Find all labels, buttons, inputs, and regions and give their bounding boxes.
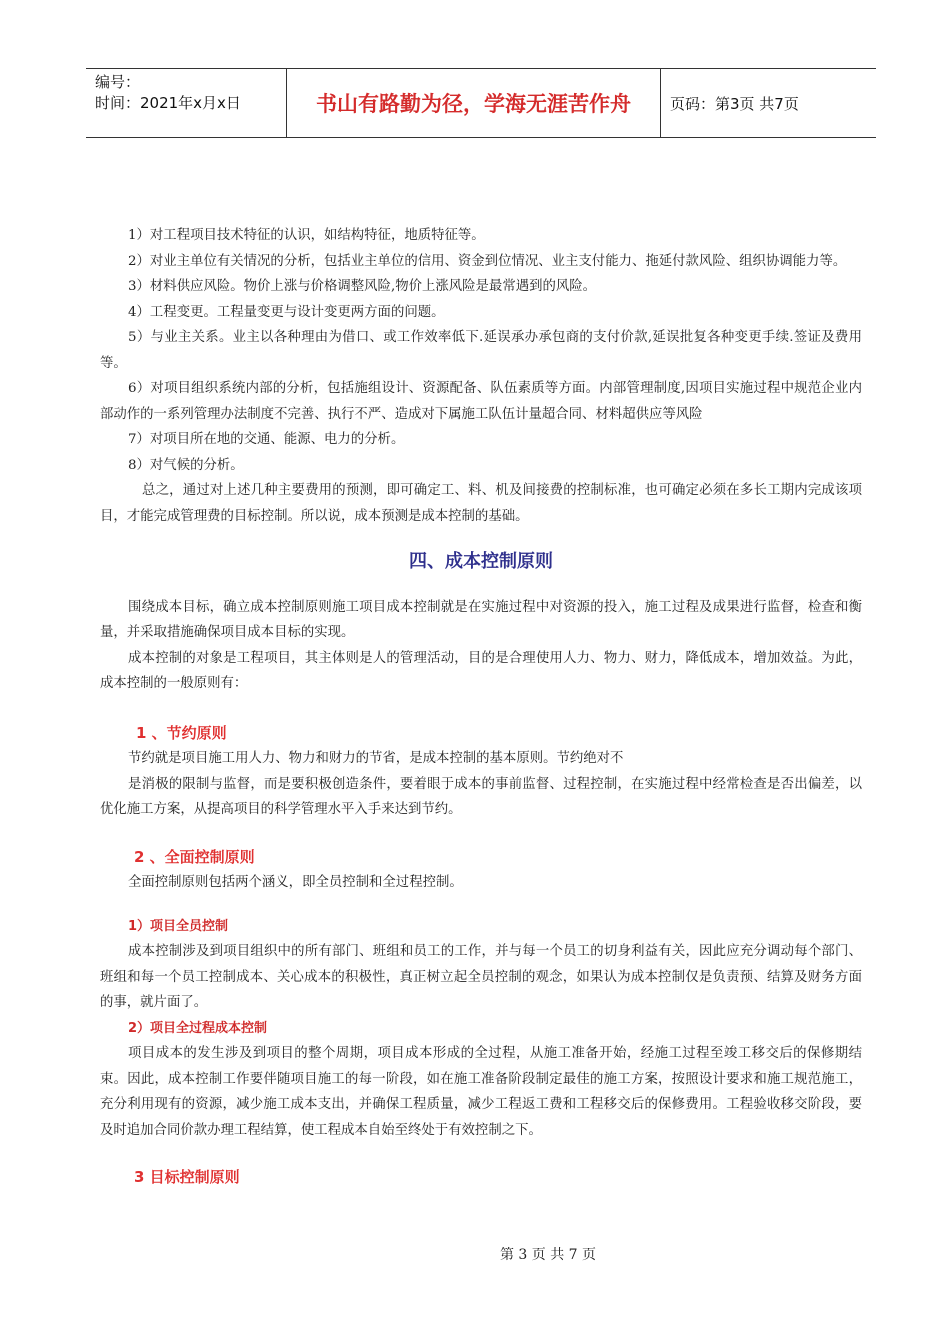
header-page-code: 页码：第3页 共7页 bbox=[670, 94, 799, 113]
section-paragraph: 成本控制的对象是工程项目，其主体则是人的管理活动，目的是合理使用人力、物力、财力，降低成本，增加效益。为此，成本控制的一般原则有： bbox=[100, 650, 862, 691]
header-meta bbox=[86, 69, 287, 137]
section-paragraph: 围绕成本目标，确立成本控制原则施工项目成本控制就是在实施过程中对资源的投入，施工过程及成果进行监督，检查和衡量，并采取措施确保项目成本目标的实现。 bbox=[100, 599, 862, 640]
principle-heading: 2 、全面控制原则 bbox=[134, 847, 255, 866]
page-header bbox=[86, 68, 876, 138]
principle-paragraph: 节约就是项目施工用人力、物力和财力的节省，是成本控制的基本原则。节约绝对不 bbox=[128, 751, 624, 766]
document-body bbox=[100, 223, 862, 1191]
list-item: 3）材料供应风险。物价上涨与价格调整风险,物价上涨风险是最常遇到的风险。 bbox=[128, 279, 597, 294]
sub-paragraph: 成本控制涉及到项目组织中的所有部门、班组和员工的工作，并与每一个员工的切身利益有关，因此应充分调动每个部门、班组和每一个员工控制成本、关心成本的积极性，真正树立起全员控制的观念，如果认为成本控制仅是负责预、结算及财务方面的事，就片面了。 bbox=[100, 944, 862, 1010]
principle-heading: 3 目标控制原则 bbox=[134, 1168, 240, 1186]
list-item: 1）对工程项目技术特征的认识，如结构特征，地质特征等。 bbox=[128, 228, 485, 243]
section-heading: 四、成本控制原则 bbox=[409, 551, 553, 572]
principle-paragraph: 全面控制原则包括两个涵义，即全员控制和全过程控制。 bbox=[128, 875, 463, 890]
page-footer: 第 3 页 共 7 页 bbox=[499, 1247, 597, 1263]
principle-paragraph: 是消极的限制与监督，而是要积极创造条件，要着眼于成本的事前监督、过程控制，在实施过程中经常检查是否出偏差，以优化施工方案，从提高项目的科学管理水平入手来达到节约。 bbox=[100, 776, 862, 817]
subheading: 1）项目全员控制 bbox=[128, 918, 229, 934]
header-time-label: 时间：2021年x月x日 bbox=[95, 94, 241, 112]
principle-heading: 1 、节约原则 bbox=[136, 723, 227, 742]
list-item: 5）与业主关系。业主以各种理由为借口、或工作效率低下.延误承办承包商的支付价款,延误批复各种变更手续.签证及费用等。 bbox=[100, 330, 862, 371]
sub-paragraph: 项目成本的发生涉及到项目的整个周期，项目成本形成的全过程，从施工准备开始，经施工过程至竣工移交后的保修期结束。因此，成本控制工作要伴随项目施工的每一阶段，如在施工准备阶段制定最佳的施工方案，按照设计要求和施工规范施工，充分利用现有的资源，减少施工成本支出，并确保工程质量，减少工程返工费和工程移交后的保修费用。工程验收移交阶段，要及时追加合同价款办理工程结算，使工程成本自始至终处于有效控制之下。 bbox=[100, 1046, 862, 1138]
list-item: 4）工程变更。工程量变更与设计变更两方面的问题。 bbox=[128, 304, 445, 320]
summary-paragraph: 总之，通过对上述几种主要费用的预测，即可确定工、料、机及间接费的控制标准，也可确定必须在多长工期内完成该项目，才能完成管理费的目标控制。所以说，成本预测是成本控制的基础。 bbox=[100, 483, 862, 524]
list-item: 7）对项目所在地的交通、能源、电力的分析。 bbox=[128, 432, 405, 447]
list-item: 2）对业主单位有关情况的分析，包括业主单位的信用、资金到位情况、业主支付能力、拖延付款风险、组织协调能力等。 bbox=[128, 253, 847, 269]
header-motto: 书山有路勤为径，学海无涯苦作舟 bbox=[287, 69, 661, 137]
list-item: 8）对气候的分析。 bbox=[128, 457, 244, 473]
subheading: 2）项目全过程成本控制 bbox=[128, 1020, 268, 1036]
header-number-label: 编号： bbox=[95, 73, 141, 91]
list-item: 6）对项目组织系统内部的分析，包括施组设计、资源配备、队伍素质等方面。内部管理制度,因项目实施过程中规范企业内部动作的一系列管理办法制度不完善、执行不严、造成对下属施工队伍计量超合同、材料超供应等风险 bbox=[100, 381, 862, 422]
